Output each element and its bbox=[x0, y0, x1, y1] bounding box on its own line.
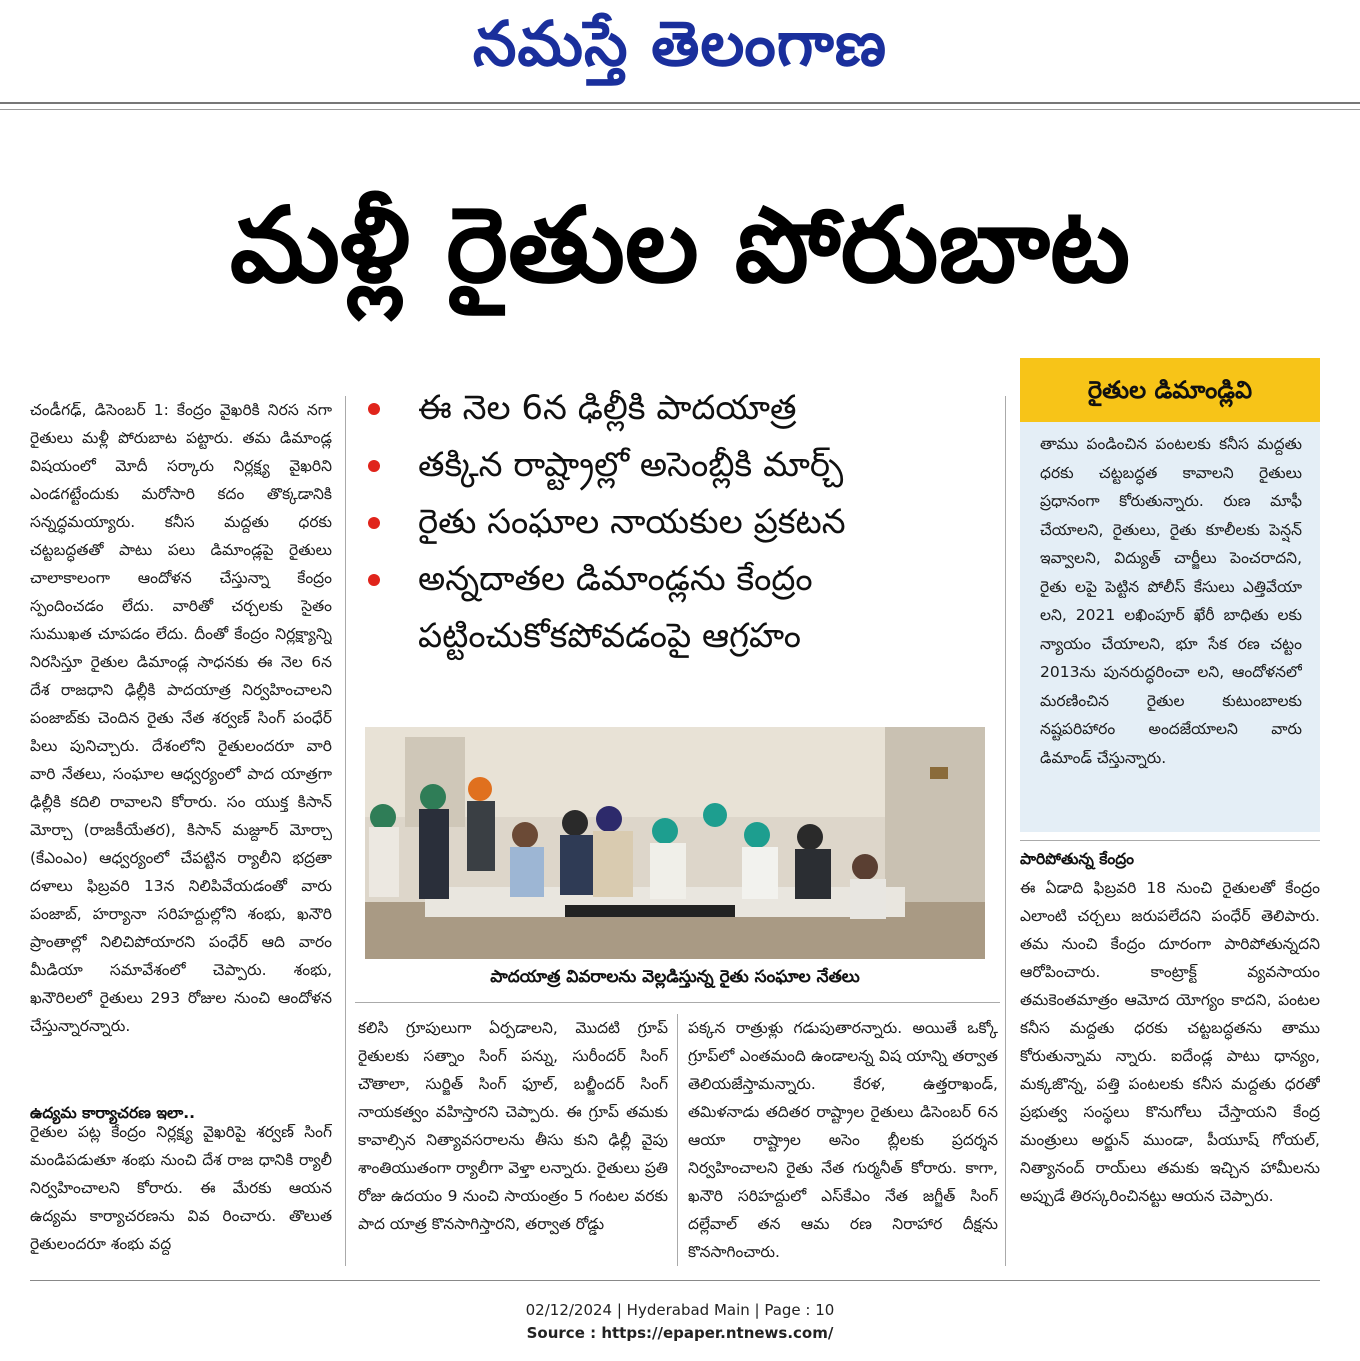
news-photo bbox=[365, 727, 985, 959]
column-divider bbox=[1005, 396, 1006, 1266]
footer-date-edition-page: 02/12/2024 | Hyderabad Main | Page : 10 bbox=[525, 1301, 835, 1319]
subhead-centre-fleeing: పారిపోతున్న కేంద్రం bbox=[1020, 850, 1135, 868]
bullet-dot-icon bbox=[368, 403, 380, 415]
bullet-dot-icon bbox=[368, 460, 380, 472]
subhead-movement-plan: ఉద్యమ కార్యాచరణ ఇలా.. bbox=[30, 1104, 196, 1122]
bullet-item bbox=[360, 494, 1010, 551]
column-divider bbox=[677, 1014, 678, 1266]
bullet-continuation: పట్టించుకోకపోవడంపై ఆగ్రహం bbox=[418, 616, 801, 656]
bullet-text: తక్కిన రాష్ట్రాల్లో అసెంబ్లీకి మార్చ్ bbox=[418, 445, 844, 485]
footer-source: Source : https://epaper.ntnews.com/ bbox=[526, 1324, 834, 1342]
article-column-1: చండీగఢ్, డిసెంబర్ 1: కేంద్రం వైఖరికి నిరస నగా రైతులు మళ్లీ పోరుబాట పట్టారు. తమ డిమాండ్ల విషయంలో మోదీ సర్కారు నిర్లక్ష్య వైఖరిని ఎండగట్టేందుకు మరోసారి కదం తొక్కడానికి సన్నద్ధమయ్యారు. కనీస మద్దతు ధరకు చట్టబద్ధతతో పాటు పలు డిమాండ్లపై రైతులు చాలాకాలంగా ఆందోళన చేస్తున్నా కేంద్రం స్పందించడం లేదు. వారితో చర్చలకు సైతం సుముఖత చూపడం లేదు. దీంతో కేంద్రం నిర్లక్ష్యాన్ని నిరసిస్తూ రైతుల డిమాండ్ల సాధనకు ఈ నెల 6న దేశ రాజధాని ఢిల్లీకి పాదయాత్ర నిర్వహించాలని పంజాబ్‌కు చెందిన రైతు నేత శర్వణ్ సింగ్ పంధేర్ పిలు పునిచ్చారు. దేశంలోని రైతులందరూ వారి వారి నేతలు, సంఘాల ఆధ్వర్యంలో పాద యాత్రగా ఢిల్లీకి కదిలి రావాలని కోరారు. సం యుక్త కిసాన్ మోర్చా (రాజకీయేతర), కిసాన్ మజ్దూర్ మోర్చా (కేఎంఎం) ఆధ్వర్యంలో చేపట్టిన ర్యాలీని భద్రతా దళాలు ఫిబ్రవరి 13న నిలిపివేయడంతో వారు పంజాబ్, హర్యానా సరిహద్దుల్లోని శంభు, ఖనౌరి ప్రాంతాల్లో నిలిచిపోయారని పంధేర్ ఆది వారం మీడియా సమావేశంలో చెప్పారు. శంభు, ఖనౌరిలలో రైతులు 293 రోజుల నుంచి ఆందోళన చేస్తున్నారన్నారు. bbox=[30, 401, 332, 1035]
bullet-text: ఈ నెల 6న ఢిల్లీకి పాదయాత్ర bbox=[418, 388, 797, 428]
bullet-dot-icon bbox=[368, 517, 380, 529]
photo-bottom-rule bbox=[355, 1002, 1000, 1003]
masthead-rule bbox=[0, 102, 1360, 104]
bullet-text: రైతు సంఘాల నాయకుల ప్రకటన bbox=[418, 502, 846, 542]
demands-box-text: తాము పండించిన పంటలకు కనీస మద్దతు ధరకు చట్టబద్ధత కావాలని రైతులు ప్రధానంగా కోరుతున్నారు. రుణ మాఫీ చేయాలని, రైతులు, రైతు కూలీలకు పెన్షన్ ఇవ్వాలని, విద్యుత్ చార్జీలు పెంచరాదని, రైతు లపై పెట్టిన పోలీస్ కేసులు ఎత్తివేయా లని, 2021 లఖింపూర్ ఖేరీ బాధితు లకు న్యాయం చేయాలని, భూ సేక రణ చట్టం 2013ను పునరుద్ధరించా లని, ఆందోళనలో మరణించిన రైతుల కుటుంబాలకు నష్టపరిహారం అందజేయాలని వారు డిమాండ్ చేస్తున్నారు. bbox=[1040, 435, 1302, 767]
bullet-list bbox=[360, 380, 1010, 665]
headline: మళ్లీ రైతుల పోరుబాట bbox=[229, 184, 1131, 306]
article-column-4: ఈ ఏడాది ఫిబ్రవరి 18 నుంచి రైతులతో కేంద్రం ఎలాంటి చర్చలు జరుపలేదని పంధేర్ తెలిపారు. తమ నుంచి కేంద్రం దూరంగా పారిపోతున్నదని ఆరోపించారు. కాంట్రాక్ట్ వ్యవసాయం తమకెంతమాత్రం ఆమోద యోగ్యం కాదని, పంటల కనీస మద్దతు ధరకు చట్టబద్ధతను తాము కోరుతున్నామ న్నారు. ఐదేండ్ల పాటు ధాన్యం, మక్కజొన్న, పత్తి పంటలకు కనీస మద్దతు ధరతో ప్రభుత్వ సంస్థలు కొనుగోలు చేస్తాయని కేంద్ర మంత్రులు అర్జున్ ముండా, పీయూష్ గోయల్, నిత్యానంద్ రాయ్‌లు తమకు ఇచ్చిన హామీలను అప్పుడే తిరస్కరించినట్టు ఆయన చెప్పారు. bbox=[1020, 879, 1320, 1205]
column-divider bbox=[345, 396, 346, 1266]
photo-caption: పాదయాత్ర వివరాలను వెల్లడిస్తున్న రైతు సంఘాల నేతలు bbox=[490, 967, 860, 987]
box-bottom-rule bbox=[1020, 840, 1320, 841]
press-conference-illustration bbox=[365, 727, 985, 959]
demands-box-title: రైతుల డిమాండ్లివి bbox=[1020, 358, 1320, 422]
masthead bbox=[0, 0, 1360, 88]
bullet-dot-icon bbox=[368, 574, 380, 586]
masthead-rule-thin bbox=[0, 109, 1360, 110]
masthead-title: నమస్తే తెలంగాణ bbox=[472, 7, 888, 80]
footer-rule bbox=[30, 1280, 1320, 1281]
bullet-item bbox=[360, 551, 1010, 608]
bullet-item bbox=[360, 437, 1010, 494]
article-column-1-continued: రైతుల పట్ల కేంద్రం నిర్లక్ష్య వైఖరిపై శర్వణ్ సింగ్ మండిపడుతూ శంభు నుంచి దేశ రాజ ధానికి ర్యాలీ నిర్వహించాలని కోరారు. ఈ మేరకు ఆయన ఉద్యమ కార్యాచరణను వివ రించారు. తొలుత రైతులందరూ శంభు వద్ద bbox=[30, 1123, 332, 1253]
bullet-item bbox=[360, 380, 1010, 437]
article-column-2: కలిసి గ్రూపులుగా ఏర్పడాలని, మొదటి గ్రూప్ రైతులకు సత్నాం సింగ్ పన్ను, సురీందర్ సింగ్ చౌతాలా, సుర్జిత్ సింగ్ ఫూల్, బల్జీందర్ సింగ్ నాయకత్వం వహిస్తారని చెప్పారు. ఈ గ్రూప్ తమకు కావాల్సిన నిత్యావసరాలను తీసు కుని ఢిల్లీ వైపు శాంతియుతంగా ర్యాలీగా వెళ్తా లన్నారు. రైతులు ప్రతి రోజు ఉదయం 9 నుంచి సాయంత్రం 5 గంటల వరకు పాద యాత్ర కొనసాగిస్తారని, తర్వాత రోడ్డు bbox=[358, 1019, 668, 1233]
article-column-3: పక్కన రాత్రుళ్లు గడుపుతారన్నారు. అయితే ఒక్కో గ్రూప్‌లో ఎంతమంది ఉండాలన్న విష యాన్ని తర్వాత తెలియజేస్తామన్నారు. కేరళ, ఉత్తరాఖండ్, తమిళనాడు తదితర రాష్ట్రాల రైతులు డిసెంబర్ 6న ఆయా రాష్ట్రాల అసెం బ్లీలకు ప్రదర్శన నిర్వహించాలని రైతు నేత గుర్మనీత్ కోరారు. కాగా, ఖనౌరి సరిహద్దులో ఎస్‌కేఎం నేత జగ్జీత్ సింగ్ దల్లేవాల్ తన ఆమ రణ నిరాహార దీక్షను కొనసాగించారు. bbox=[688, 1019, 998, 1261]
bullet-text: అన్నదాతల డిమాండ్లను కేంద్రం bbox=[418, 559, 813, 599]
